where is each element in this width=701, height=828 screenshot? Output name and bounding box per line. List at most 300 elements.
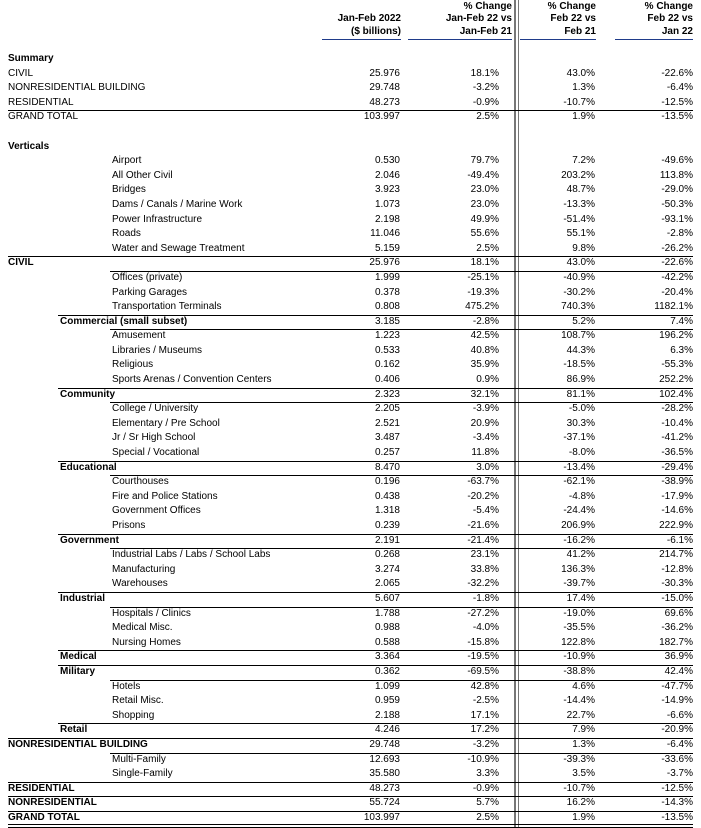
row-label: Military: [60, 665, 96, 677]
ytd-change-cell: -69.5%: [467, 665, 499, 677]
value-cell: 0.533: [374, 344, 400, 356]
row-label: Industrial: [60, 592, 106, 604]
value-cell: 1.073: [374, 198, 400, 210]
table-row: [0, 607, 701, 622]
yoy-change-cell: 108.7%: [561, 330, 595, 342]
mom-change-cell: -12.8%: [661, 563, 693, 575]
row-label: Roads: [112, 228, 141, 240]
mom-change-cell: -47.7%: [661, 680, 693, 692]
ytd-change-cell: 40.8%: [470, 344, 499, 356]
table-row: [0, 446, 701, 461]
header-col-yoy-change: % Change Feb 22 vs Feb 21: [520, 1, 596, 41]
yoy-change-cell: -24.4%: [563, 505, 595, 517]
yoy-change-cell: 44.3%: [566, 344, 595, 356]
ytd-change-cell: -19.3%: [467, 286, 499, 298]
table-row: [0, 738, 701, 753]
ytd-change-cell: 2.5%: [476, 242, 499, 254]
ytd-change-cell: -20.2%: [467, 490, 499, 502]
ytd-change-cell: 20.9%: [470, 417, 499, 429]
ytd-change-cell: -10.9%: [467, 753, 499, 765]
row-label: Offices (private): [112, 271, 183, 283]
ytd-change-cell: 32.1%: [470, 388, 499, 400]
ytd-change-cell: -2.5%: [472, 695, 499, 707]
row-label: Special / Vocational: [112, 447, 200, 459]
row-label: Prisons: [112, 520, 146, 531]
yoy-change-cell: 81.1%: [566, 388, 595, 400]
ytd-change-cell: 2.5%: [476, 111, 499, 123]
mom-change-cell: -28.2%: [661, 403, 693, 415]
row-label: Airport: [112, 155, 142, 167]
yoy-change-cell: 5.2%: [572, 315, 595, 327]
ytd-change-cell: 0.9%: [476, 374, 499, 386]
value-cell: 0.362: [374, 665, 400, 677]
mom-change-cell: -10.4%: [661, 417, 693, 429]
ytd-change-cell: 475.2%: [465, 301, 499, 313]
value-cell: 2.188: [374, 709, 400, 721]
value-cell: 29.748: [369, 82, 400, 94]
mom-change-cell: -13.5%: [661, 111, 693, 123]
value-cell: 2.323: [374, 388, 400, 400]
row-label: Jr / Sr High School: [112, 432, 196, 444]
yoy-change-cell: -51.4%: [563, 213, 595, 225]
row-label: Transportation Terminals: [112, 301, 222, 313]
value-cell: 0.257: [374, 447, 400, 459]
table-row: [0, 461, 701, 476]
value-cell: 2.046: [374, 169, 400, 181]
ytd-change-cell: -19.5%: [467, 651, 499, 663]
value-cell: 48.273: [369, 96, 400, 108]
row-label: Industrial Labs / Labs / School Labs: [112, 549, 271, 561]
yoy-change-cell: 43.0%: [566, 257, 595, 269]
mom-change-cell: -6.4%: [666, 738, 693, 750]
table-row: [0, 519, 701, 534]
yoy-change-cell: -19.0%: [563, 607, 595, 619]
ytd-change-cell: -4.0%: [472, 622, 499, 634]
table-row: [0, 694, 701, 709]
ytd-change-cell: -21.6%: [467, 520, 499, 531]
value-cell: 8.470: [374, 461, 400, 473]
mom-change-cell: 182.7%: [659, 636, 693, 648]
table-row: [0, 636, 701, 651]
value-cell: 2.198: [374, 213, 400, 225]
value-cell: 0.588: [374, 636, 400, 648]
ytd-change-cell: -21.4%: [467, 534, 499, 546]
mom-change-cell: -20.4%: [661, 286, 693, 298]
mom-change-cell: -50.3%: [661, 198, 693, 210]
table-row: [0, 811, 701, 826]
ytd-change-cell: 49.9%: [470, 213, 499, 225]
mom-change-cell: 214.7%: [659, 549, 693, 561]
row-label: Fire and Police Stations: [112, 490, 218, 502]
row-label: Parking Garages: [112, 286, 188, 298]
value-cell: 25.976: [369, 67, 400, 79]
mom-change-cell: -55.3%: [661, 359, 693, 371]
value-cell: 103.997: [363, 811, 400, 823]
yoy-change-cell: -37.1%: [563, 432, 595, 444]
ytd-change-cell: 23.0%: [470, 198, 499, 210]
yoy-change-cell: 203.2%: [561, 169, 595, 181]
value-cell: 1.999: [374, 271, 400, 283]
value-cell: 2.065: [374, 578, 400, 590]
ytd-change-cell: -3.2%: [472, 738, 499, 750]
ytd-change-cell: -32.2%: [467, 578, 499, 590]
value-cell: 11.046: [370, 228, 400, 240]
row-label: Sports Arenas / Convention Centers: [112, 374, 272, 386]
row-label: Warehouses: [112, 578, 168, 590]
table-row: [0, 358, 701, 373]
ytd-change-cell: 79.7%: [470, 155, 499, 167]
mom-change-cell: 252.2%: [659, 374, 693, 386]
table-row: [0, 563, 701, 578]
value-cell: 0.959: [374, 695, 400, 707]
row-label: Educational: [60, 461, 117, 473]
ytd-change-cell: 17.1%: [470, 709, 499, 721]
mom-change-cell: -12.5%: [661, 96, 693, 108]
table-row: [0, 621, 701, 636]
value-cell: 3.364: [374, 651, 400, 663]
mom-change-cell: -29.0%: [661, 184, 693, 196]
row-label: RESIDENTIAL: [8, 96, 74, 108]
value-cell: 1.223: [374, 330, 400, 342]
yoy-change-cell: -16.2%: [563, 534, 595, 546]
table-row: [0, 577, 701, 592]
mom-change-cell: -30.3%: [661, 578, 693, 590]
row-label: Commercial (small subset): [60, 315, 188, 327]
value-cell: 5.159: [374, 242, 400, 254]
table-row: [0, 344, 701, 359]
value-cell: 0.808: [374, 301, 400, 313]
mom-change-cell: -42.2%: [661, 271, 693, 283]
row-label: GRAND TOTAL: [8, 111, 79, 123]
mom-change-cell: -12.5%: [661, 782, 693, 794]
mom-change-cell: -33.6%: [661, 753, 693, 765]
mom-change-cell: -36.5%: [661, 447, 693, 459]
mom-change-cell: -36.2%: [661, 622, 693, 634]
mom-change-cell: -14.9%: [661, 695, 693, 707]
header-col-value: Jan-Feb 2022 ($ billions): [322, 13, 401, 40]
row-label: NONRESIDENTIAL BUILDING: [8, 738, 148, 750]
ytd-change-cell: 18.1%: [470, 257, 499, 269]
ytd-change-cell: 42.5%: [470, 330, 499, 342]
mom-change-cell: 113.8%: [659, 169, 693, 181]
mom-change-cell: 7.4%: [670, 315, 693, 327]
yoy-change-cell: -39.7%: [563, 578, 595, 590]
yoy-change-cell: -10.7%: [563, 782, 595, 794]
yoy-change-cell: -13.4%: [563, 461, 595, 473]
yoy-change-cell: 3.5%: [572, 768, 595, 780]
yoy-change-cell: -14.4%: [563, 695, 595, 707]
ytd-change-cell: -3.9%: [472, 403, 499, 415]
table-row: [0, 300, 701, 315]
header-col-mom-change: % Change Feb 22 vs Jan 22: [615, 1, 693, 41]
ytd-change-cell: -25.1%: [467, 271, 499, 283]
yoy-change-cell: 86.9%: [566, 374, 595, 386]
row-label: CIVIL: [8, 257, 34, 269]
table-row: [0, 286, 701, 301]
value-cell: 35.580: [369, 768, 400, 780]
table-row: [0, 256, 701, 271]
table-row: [0, 67, 701, 82]
section-heading: [0, 140, 701, 155]
table-row: [0, 198, 701, 213]
value-cell: 0.268: [374, 549, 400, 561]
value-cell: 0.530: [374, 155, 400, 167]
yoy-change-cell: -35.5%: [563, 622, 595, 634]
ytd-change-cell: 5.7%: [476, 797, 499, 809]
table-row: [0, 782, 701, 797]
row-label: Retail Misc.: [112, 695, 164, 707]
table-row: [0, 709, 701, 724]
mom-change-cell: 1182.1%: [654, 301, 693, 313]
value-cell: 48.273: [369, 782, 400, 794]
yoy-change-cell: 136.3%: [561, 563, 595, 575]
mom-change-cell: 69.6%: [664, 607, 693, 619]
mom-change-cell: -15.0%: [661, 592, 693, 604]
row-label: CIVIL: [8, 67, 34, 79]
table-row: [0, 402, 701, 417]
yoy-change-cell: 30.3%: [566, 417, 595, 429]
value-cell: 3.487: [374, 432, 400, 444]
row-label: Hospitals / Clinics: [112, 607, 191, 619]
row-label: Retail: [60, 724, 88, 736]
mom-change-cell: -49.6%: [661, 155, 693, 167]
ytd-change-cell: -63.7%: [467, 476, 499, 488]
value-cell: 0.196: [374, 476, 400, 488]
mom-change-cell: -20.9%: [661, 724, 693, 736]
ytd-change-cell: 55.6%: [470, 228, 499, 240]
table-row: [0, 315, 701, 330]
ytd-change-cell: 42.8%: [470, 680, 499, 692]
mom-change-cell: -6.4%: [666, 82, 693, 94]
value-cell: 12.693: [369, 753, 400, 765]
ytd-change-cell: 23.0%: [470, 184, 499, 196]
value-cell: 4.246: [374, 724, 400, 736]
yoy-change-cell: -38.8%: [563, 665, 595, 677]
yoy-change-cell: 122.8%: [561, 636, 595, 648]
mom-change-cell: 36.9%: [664, 651, 693, 663]
ytd-change-cell: -0.9%: [472, 96, 499, 108]
mom-change-cell: -41.2%: [661, 432, 693, 444]
data-table: [0, 52, 701, 825]
table-row: [0, 475, 701, 490]
ytd-change-cell: -49.4%: [467, 169, 499, 181]
table-row: [0, 373, 701, 388]
yoy-change-cell: 43.0%: [566, 67, 595, 79]
value-cell: 1.318: [374, 505, 400, 517]
ytd-change-cell: -2.8%: [472, 315, 499, 327]
value-cell: 0.378: [374, 286, 400, 298]
ytd-change-cell: -27.2%: [467, 607, 499, 619]
row-label: Amusement: [112, 330, 166, 342]
value-cell: 2.191: [374, 534, 400, 546]
table-row: [0, 417, 701, 432]
table-row: [0, 548, 701, 563]
row-label: Power Infrastructure: [112, 213, 203, 225]
row-label: Dams / Canals / Marine Work: [112, 198, 243, 210]
section-heading: [0, 52, 701, 67]
yoy-change-cell: -10.9%: [563, 651, 595, 663]
table-row: [0, 680, 701, 695]
row-label: Summary: [8, 53, 54, 64]
table-row: [0, 110, 701, 125]
value-cell: 5.607: [374, 592, 400, 604]
table-header: [0, 0, 701, 42]
row-label: Libraries / Museums: [112, 344, 203, 356]
header-col-ytd-change: % Change Jan-Feb 22 vs Jan-Feb 21: [408, 1, 512, 41]
row-label: Hotels: [112, 680, 141, 692]
yoy-change-cell: 7.9%: [572, 724, 595, 736]
yoy-change-cell: -18.5%: [563, 359, 595, 371]
mom-change-cell: -13.5%: [661, 811, 693, 823]
value-cell: 0.239: [374, 520, 400, 531]
row-label: Verticals: [8, 140, 50, 152]
ytd-change-cell: -5.4%: [472, 505, 499, 517]
row-label: All Other Civil: [112, 169, 173, 181]
table-row: [0, 650, 701, 665]
value-cell: 3.274: [374, 563, 400, 575]
table-row: [0, 169, 701, 184]
row-label: Religious: [112, 359, 154, 371]
yoy-change-cell: 9.8%: [572, 242, 595, 254]
ytd-change-cell: 2.5%: [476, 811, 499, 823]
value-cell: 3.185: [374, 315, 400, 327]
row-label: NONRESIDENTIAL: [8, 797, 97, 809]
row-label: Community: [60, 388, 115, 400]
value-cell: 55.724: [369, 797, 400, 809]
mom-change-cell: -22.6%: [661, 257, 693, 269]
table-row: [0, 154, 701, 169]
table-row: [0, 271, 701, 286]
yoy-change-cell: 206.9%: [561, 520, 595, 531]
value-cell: 2.521: [374, 417, 400, 429]
table-row: [0, 723, 701, 738]
row-label: Shopping: [112, 709, 155, 721]
value-cell: 29.748: [369, 738, 400, 750]
table-row: [0, 329, 701, 344]
ytd-change-cell: 17.2%: [470, 724, 499, 736]
yoy-change-cell: 1.9%: [572, 811, 595, 823]
ytd-change-cell: -15.8%: [467, 636, 499, 648]
value-cell: 0.988: [374, 622, 400, 634]
row-label: GRAND TOTAL: [8, 811, 80, 823]
ytd-change-cell: -3.2%: [472, 82, 499, 94]
value-cell: 0.406: [374, 374, 400, 386]
value-cell: 25.976: [369, 257, 400, 269]
row-label: Elementary / Pre School: [112, 417, 220, 429]
yoy-change-cell: 16.2%: [566, 797, 595, 809]
yoy-change-cell: -62.1%: [563, 476, 595, 488]
row-label: Courthouses: [112, 476, 169, 488]
mom-change-cell: -6.1%: [666, 534, 693, 546]
table-row: [0, 753, 701, 768]
row-label: Government Offices: [112, 505, 201, 517]
value-cell: 2.205: [374, 403, 400, 415]
mom-change-cell: -17.9%: [661, 490, 693, 502]
table-row: [0, 388, 701, 403]
mom-change-cell: 102.4%: [659, 388, 693, 400]
mom-change-cell: -93.1%: [661, 213, 693, 225]
mom-change-cell: -29.4%: [661, 461, 693, 473]
ytd-change-cell: -3.4%: [472, 432, 499, 444]
yoy-change-cell: 48.7%: [566, 184, 595, 196]
mom-change-cell: -14.6%: [661, 505, 693, 517]
table-row: [0, 504, 701, 519]
yoy-change-cell: -39.3%: [563, 753, 595, 765]
mom-change-cell: -26.2%: [661, 242, 693, 254]
mom-change-cell: 42.4%: [664, 665, 693, 677]
row-label: Medical Misc.: [112, 622, 173, 634]
value-cell: 103.997: [363, 111, 400, 123]
table-row: [0, 490, 701, 505]
yoy-change-cell: -40.9%: [563, 271, 595, 283]
table-row: [0, 96, 701, 111]
table-row: [0, 592, 701, 607]
yoy-change-cell: 1.3%: [572, 82, 595, 94]
row-label: College / University: [112, 403, 199, 415]
table-row: [0, 534, 701, 549]
yoy-change-cell: -30.2%: [563, 286, 595, 298]
ytd-change-cell: 33.8%: [470, 563, 499, 575]
mom-change-cell: 222.9%: [659, 520, 693, 531]
ytd-change-cell: 3.3%: [476, 768, 499, 780]
table-row: [0, 81, 701, 96]
yoy-change-cell: 55.1%: [566, 228, 595, 240]
mom-change-cell: -6.6%: [666, 709, 693, 721]
ytd-change-cell: 3.0%: [476, 461, 499, 473]
row-label: Multi-Family: [112, 753, 166, 765]
value-cell: 3.923: [374, 184, 400, 196]
row-label: Manufacturing: [112, 563, 176, 575]
ytd-change-cell: 11.8%: [471, 447, 499, 459]
row-label: Nursing Homes: [112, 636, 181, 648]
value-cell: 0.162: [374, 359, 400, 371]
mom-change-cell: -22.6%: [661, 67, 693, 79]
yoy-change-cell: 1.9%: [572, 111, 595, 123]
value-cell: 1.788: [374, 607, 400, 619]
yoy-change-cell: 17.4%: [566, 592, 595, 604]
mom-change-cell: -14.3%: [661, 797, 693, 809]
row-label: RESIDENTIAL: [8, 782, 75, 794]
row-label: Medical: [60, 651, 97, 663]
row-label: NONRESIDENTIAL BUILDING: [8, 82, 146, 94]
yoy-change-cell: -8.0%: [568, 447, 595, 459]
mom-change-cell: -3.7%: [666, 768, 693, 780]
yoy-change-cell: 1.3%: [572, 738, 595, 750]
mom-change-cell: 196.2%: [659, 330, 693, 342]
mom-change-cell: -38.9%: [661, 476, 693, 488]
ytd-change-cell: 23.1%: [470, 549, 499, 561]
value-cell: 0.438: [374, 490, 400, 502]
table-row: [0, 213, 701, 228]
table-row: [0, 431, 701, 446]
yoy-change-cell: 22.7%: [566, 709, 595, 721]
ytd-change-cell: -0.9%: [472, 782, 499, 794]
table-row: [0, 125, 701, 140]
table-row: [0, 183, 701, 198]
table-row: [0, 796, 701, 811]
yoy-change-cell: -4.8%: [568, 490, 595, 502]
yoy-change-cell: 7.2%: [572, 155, 595, 167]
row-label: Single-Family: [112, 768, 173, 780]
ytd-change-cell: 18.1%: [470, 67, 499, 79]
row-label: Government: [60, 534, 119, 546]
table-row: [0, 665, 701, 680]
row-label: Water and Sewage Treatment: [112, 242, 245, 254]
value-cell: 1.099: [374, 680, 400, 692]
yoy-change-cell: 41.2%: [566, 549, 595, 561]
ytd-change-cell: -1.8%: [472, 592, 499, 604]
mom-change-cell: 6.3%: [670, 344, 693, 356]
